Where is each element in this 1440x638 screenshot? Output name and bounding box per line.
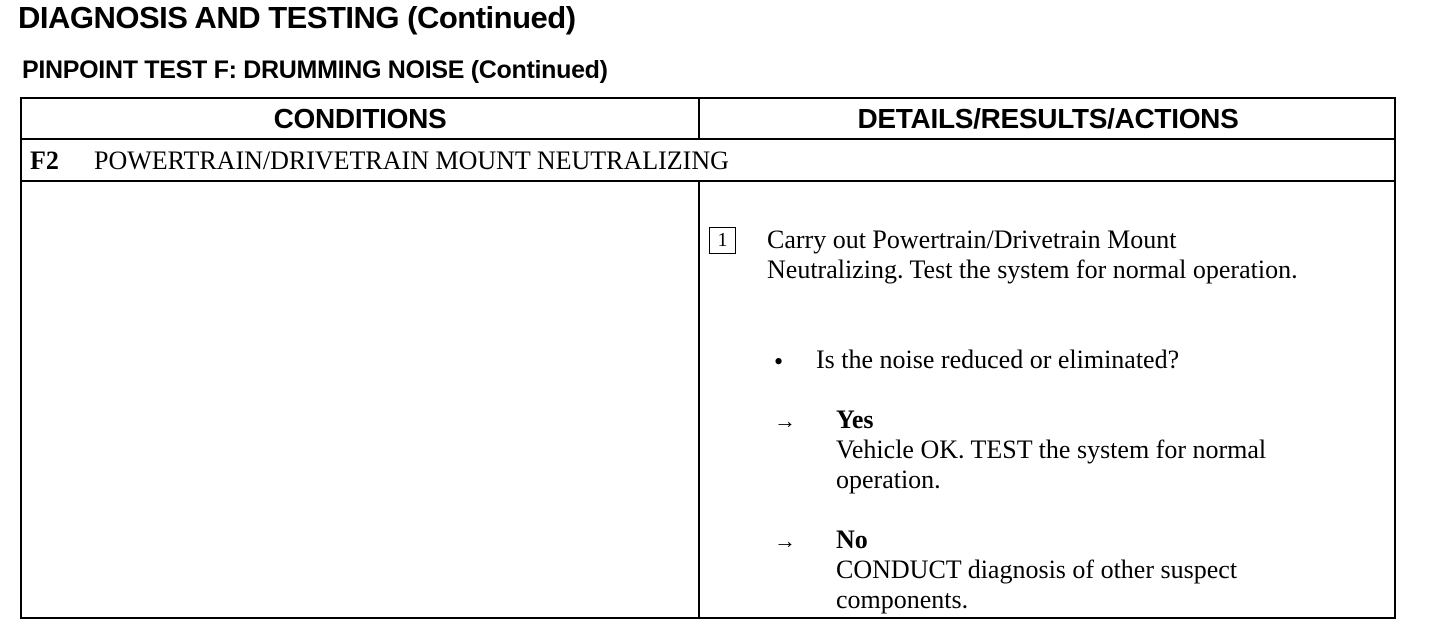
arrow-right-icon: → bbox=[774, 408, 796, 433]
result-no-label: No bbox=[836, 525, 868, 554]
question-text: Is the noise reduced or eliminated? bbox=[816, 345, 1180, 374]
step-row bbox=[22, 140, 1394, 182]
result-yes-label: Yes bbox=[836, 405, 874, 434]
page-title: DIAGNOSIS AND TESTING (Continued) bbox=[18, 0, 576, 35]
action-text: Carry out Powertrain/Drivetrain Mount Neutralizing. Test the system for normal operation. bbox=[767, 225, 1298, 284]
arrow-right-icon: → bbox=[774, 528, 796, 553]
bullet-icon: • bbox=[774, 347, 784, 376]
pinpoint-test-heading: PINPOINT TEST F: DRUMMING NOISE (Continued) bbox=[22, 56, 608, 84]
step-id: F2 bbox=[30, 146, 59, 175]
result-no-text: CONDUCT diagnosis of other suspect components. bbox=[836, 555, 1238, 614]
pinpoint-test-table bbox=[20, 97, 1396, 619]
step-number-box: 1 bbox=[709, 227, 736, 254]
step-title: POWERTRAIN/DRIVETRAIN MOUNT NEUTRALIZING bbox=[94, 146, 729, 175]
details-cell bbox=[700, 182, 1396, 619]
table-header-row bbox=[22, 99, 1394, 140]
conditions-column-header: CONDITIONS bbox=[273, 102, 447, 134]
result-yes-text: Vehicle OK. TEST the system for normal operation. bbox=[836, 435, 1267, 494]
details-column-header: DETAILS/RESULTS/ACTIONS bbox=[857, 102, 1239, 134]
